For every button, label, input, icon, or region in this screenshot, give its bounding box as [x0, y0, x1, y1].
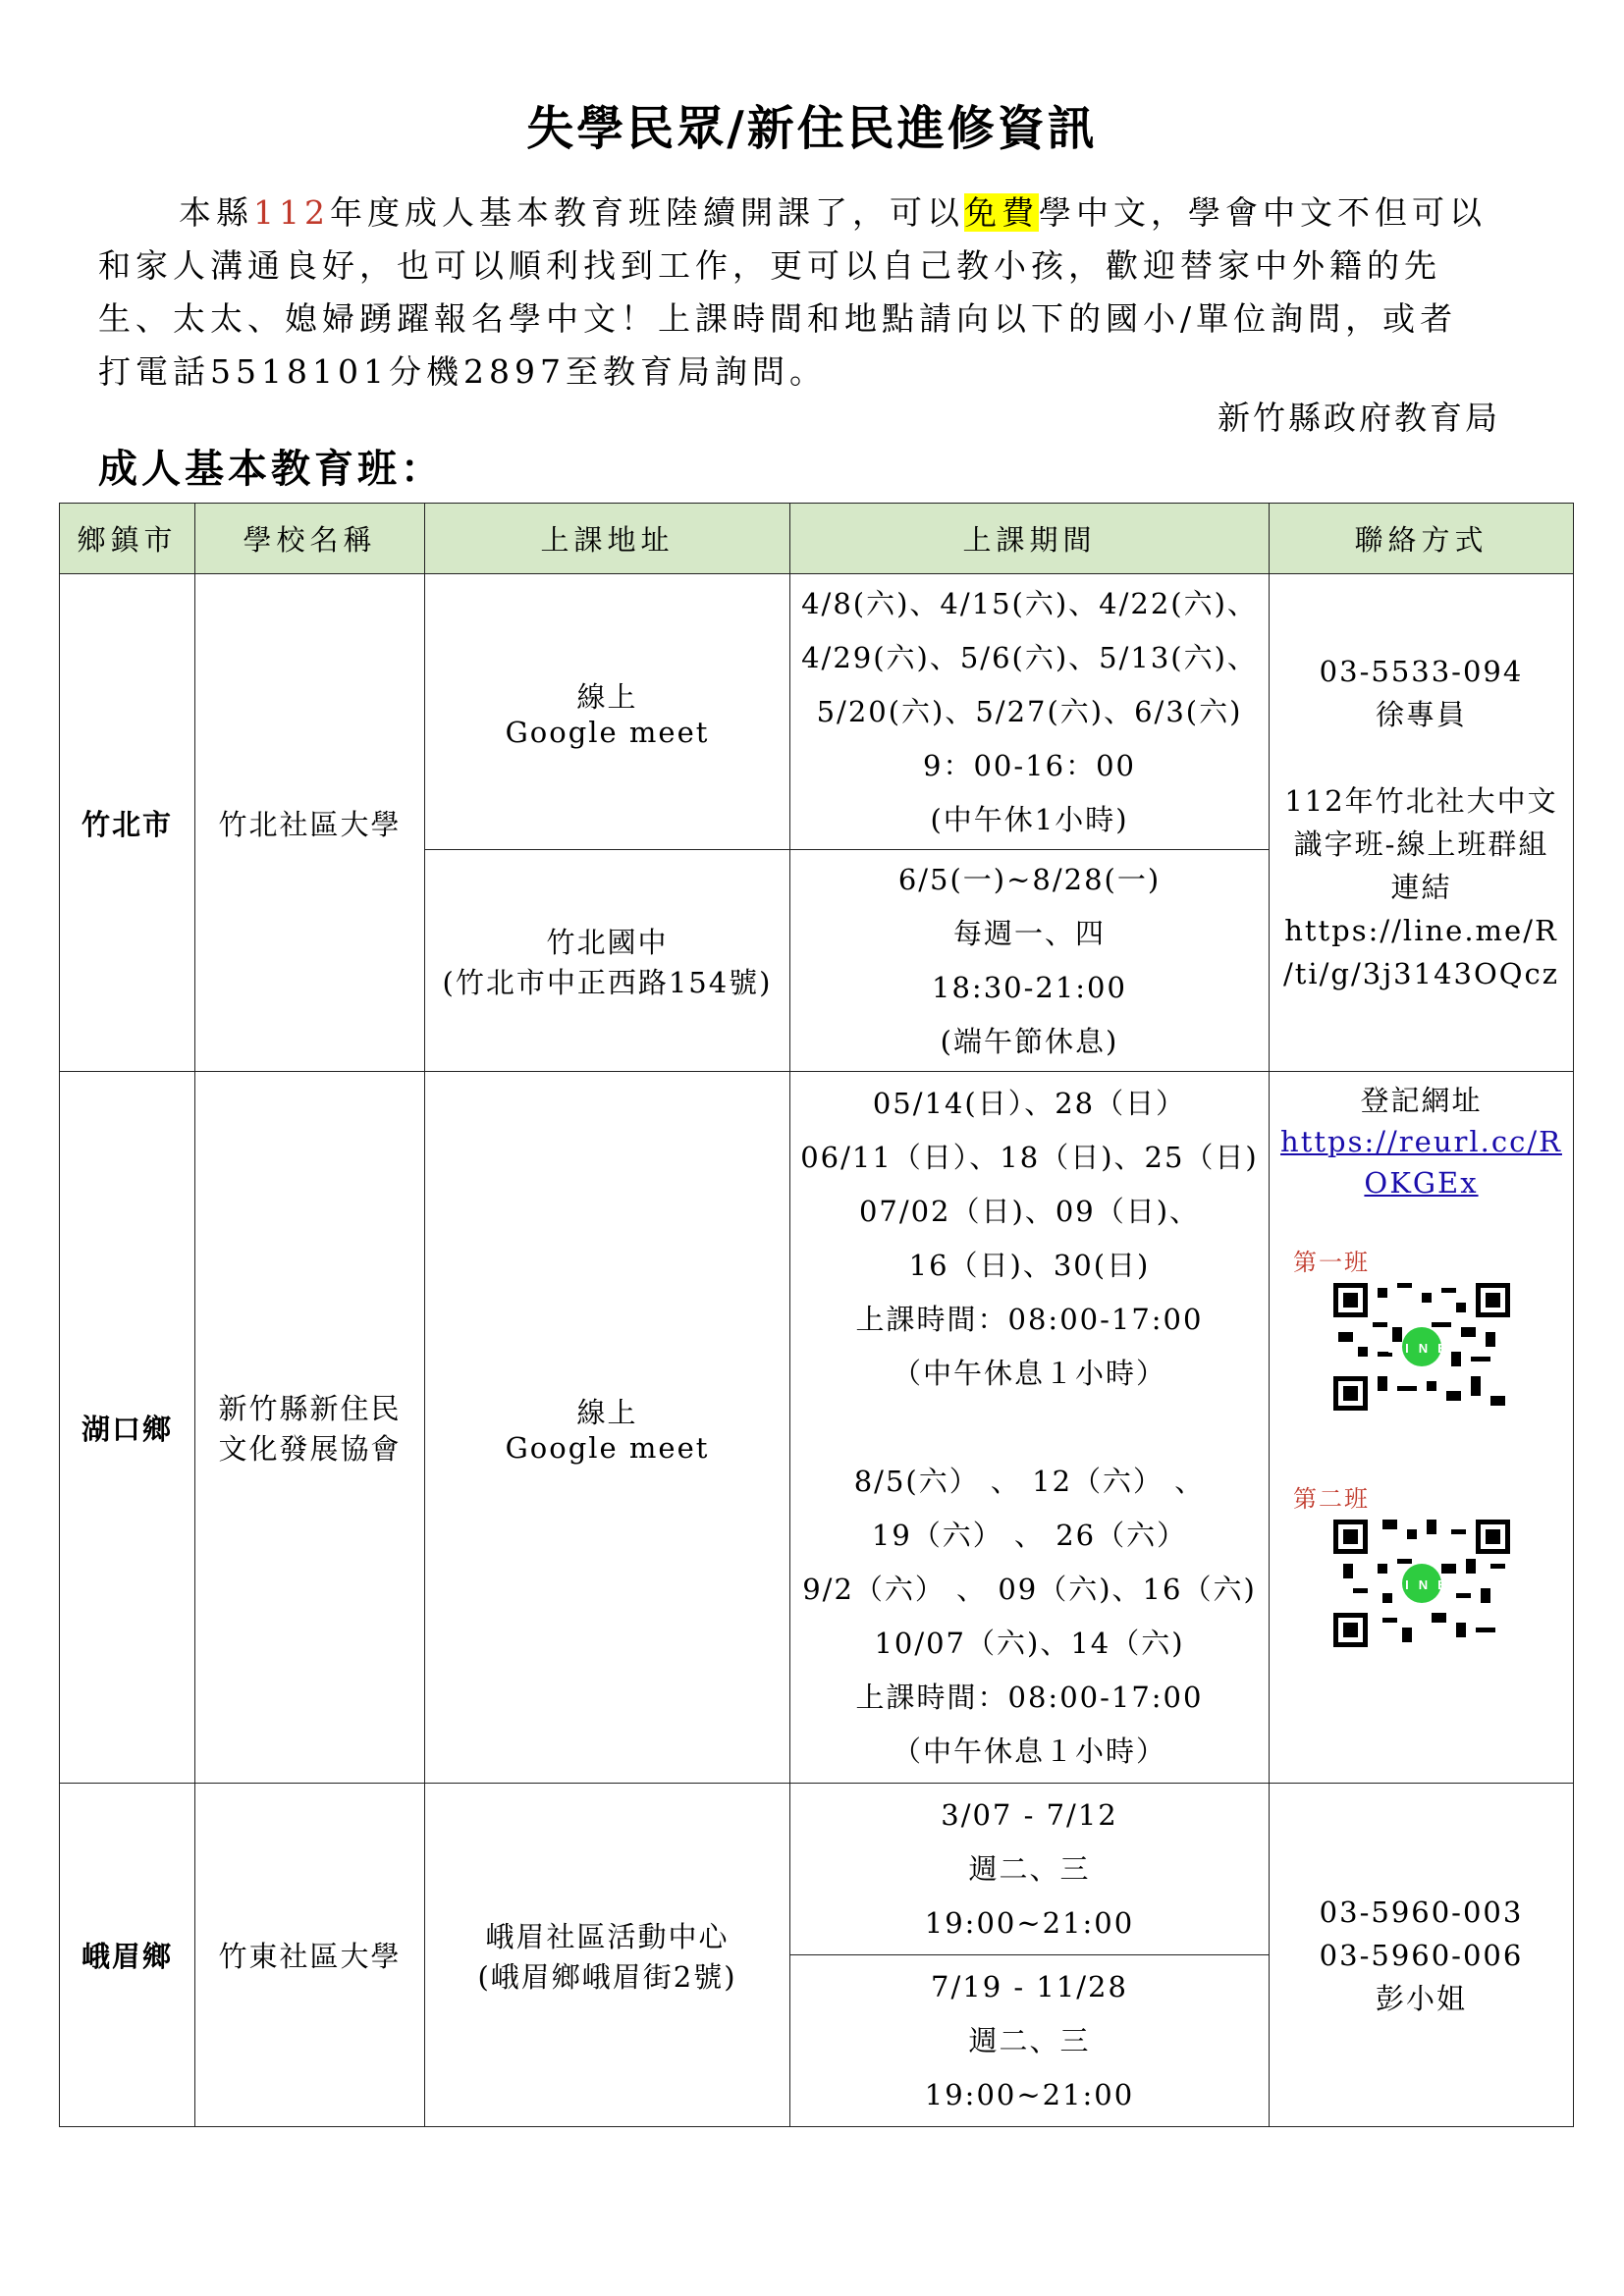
qr-code-graphic [1333, 1283, 1510, 1411]
period-cell [790, 574, 1270, 850]
period-line: 05/14(日）、28（日） [872, 1086, 1187, 1120]
free-highlight: 免費 [964, 193, 1039, 232]
address-line: 竹北國中 [546, 925, 669, 959]
town-cell: 湖口鄉 [60, 1072, 195, 1784]
intro-line-4: 打電話5518101分機2897至教育局詢問。 [98, 352, 827, 391]
period-cell [790, 850, 1270, 1072]
header-town: 鄉鎮市 [60, 504, 195, 574]
period-line: 每週一、四 [952, 916, 1106, 950]
registration-label: 登記網址 [1360, 1084, 1483, 1117]
address-line: 線上 [576, 1395, 638, 1429]
contact-cell [1270, 1072, 1574, 1784]
table-row [60, 574, 1574, 850]
period-cell [790, 1955, 1270, 2127]
qr-code-class1-icon [1333, 1283, 1510, 1411]
contact-cell [1270, 574, 1574, 1072]
period-line: 5/20(六)、5/27(六)、6/3(六) [816, 694, 1243, 728]
contact-line: 03-5960-006 [1319, 1938, 1524, 1972]
contact-line: 03-5533-094 [1319, 655, 1524, 688]
contact-line: 彭小姐 [1375, 1981, 1467, 2015]
intro-paragraph [98, 187, 1512, 399]
signature: 新竹縣政府教育局 [1218, 399, 1500, 437]
contact-line: 連結 [1390, 871, 1452, 904]
town-cell: 峨眉鄉 [60, 1784, 195, 2127]
contact-line [1270, 736, 1573, 779]
address-line: (竹北市中正西路154號) [442, 965, 773, 999]
address-line: (峨眉鄉峨眉街2號) [477, 1959, 737, 1994]
intro-line-2: 和家人溝通良好，也可以順利找到工作，更可以自己教小孩，歡迎替家中外籍的先 [98, 246, 1441, 285]
school-line: 新竹縣新住民 [218, 1392, 402, 1425]
period-line: 8/5(六） 、 12（六） 、 [853, 1464, 1206, 1498]
section-title: 成人基本教育班： [98, 446, 444, 492]
period-line: 上課時間：08:00-17:00 [855, 1302, 1204, 1336]
intro-line-3: 生、太太、媳婦踴躍報名學中文！上課時間和地點請向以下的國小/單位詢問，或者 [98, 299, 1458, 338]
period-line: 19:00~21:00 [924, 2077, 1135, 2111]
registration-link[interactable]: OKGEx [1364, 1166, 1479, 1200]
table-header-row [60, 504, 1574, 574]
address-cell [425, 574, 790, 850]
period-line: 16（日)、30(日) [908, 1248, 1151, 1282]
period-line: 19（六） 、 26（六） [871, 1518, 1188, 1552]
contact-line: 識字班-線上班群組 [1293, 828, 1549, 861]
period-line: 3/07 - 7/12 [941, 1797, 1118, 1832]
header-school: 學校名稱 [195, 504, 425, 574]
period-line: 19:00~21:00 [924, 1905, 1135, 1940]
contact-cell [1270, 1784, 1574, 2127]
period-line: 9/2（六） 、 09（六)、16（六) [802, 1572, 1257, 1606]
contact-line: 112年竹北社大中文 [1284, 784, 1558, 818]
contact-line: https://line.me/R [1284, 914, 1558, 947]
address-line: 峨眉社區活動中心 [485, 1919, 730, 1953]
qr-code-graphic [1333, 1520, 1510, 1647]
period-line: (中午休1小時) [930, 802, 1129, 836]
school-cell [195, 1072, 425, 1784]
town-cell: 竹北市 [60, 574, 195, 1072]
period-line: (端午節休息) [940, 1024, 1119, 1058]
period-line: 10/07（六)、14（六) [874, 1626, 1185, 1660]
table-row [60, 1784, 1574, 1955]
intro-text: 學中文，學會中文不但可以 [1039, 193, 1487, 232]
school-cell: 竹東社區大學 [195, 1784, 425, 2127]
period-line: 18:30-21:00 [932, 970, 1127, 1004]
table-row [60, 1072, 1574, 1784]
qr-code-class2-icon [1333, 1520, 1510, 1647]
period-line: 9：00-16：00 [923, 748, 1136, 782]
period-line: 上課時間：08:00-17:00 [855, 1680, 1204, 1714]
period-cell [790, 1784, 1270, 1955]
address-cell [425, 1784, 790, 2127]
qr-label-class1: 第一班 [1293, 1249, 1370, 1276]
year-text: 112 [253, 193, 330, 232]
address-line: 線上 [576, 679, 638, 714]
period-line: 週二、三 [968, 2023, 1091, 2057]
intro-text: 年度成人基本教育班陸續開課了，可以 [330, 193, 964, 232]
intro-text: 本縣 [179, 193, 253, 232]
header-contact: 聯絡方式 [1270, 504, 1574, 574]
header-period: 上課期間 [790, 504, 1270, 574]
period-line: 4/29(六)、5/6(六)、5/13(六)、 [801, 640, 1258, 674]
contact-line: /ti/g/3j3143OQcz [1282, 957, 1560, 990]
school-cell: 竹北社區大學 [195, 574, 425, 1072]
period-line: 週二、三 [968, 1851, 1091, 1886]
contact-line: 03-5960-003 [1319, 1895, 1524, 1929]
period-cell [790, 1072, 1270, 1784]
address-line: Google meet [505, 1430, 710, 1465]
line-icon-label: LINE [1386, 1577, 1456, 1592]
intro-line-1 [98, 187, 1512, 240]
address-line: Google meet [505, 715, 710, 749]
period-line: 07/02（日)、09（日)、 [858, 1194, 1201, 1228]
period-line: 06/11（日）、18（日)、25（日) [800, 1140, 1259, 1174]
period-line: （中午休息１小時） [892, 1734, 1166, 1768]
header-address: 上課地址 [425, 504, 790, 574]
period-line: 4/8(六)、4/15(六)、4/22(六)、 [801, 586, 1258, 620]
page-title: 失學民眾/新住民進修資訊 [526, 101, 1098, 156]
period-line [790, 1401, 1269, 1455]
address-cell [425, 850, 790, 1072]
period-line: 6/5(一)~8/28(一) [897, 862, 1162, 896]
address-cell [425, 1072, 790, 1784]
contact-line: 徐專員 [1375, 698, 1467, 731]
period-line: 7/19 - 11/28 [931, 1969, 1128, 2003]
school-line: 文化發展協會 [218, 1432, 402, 1466]
schedule-table [59, 503, 1574, 2127]
line-icon-label: LINE [1386, 1341, 1456, 1356]
qr-label-class2: 第二班 [1293, 1485, 1370, 1513]
period-line: （中午休息１小時） [892, 1356, 1166, 1390]
registration-link[interactable]: https://reurl.cc/R [1280, 1125, 1562, 1158]
